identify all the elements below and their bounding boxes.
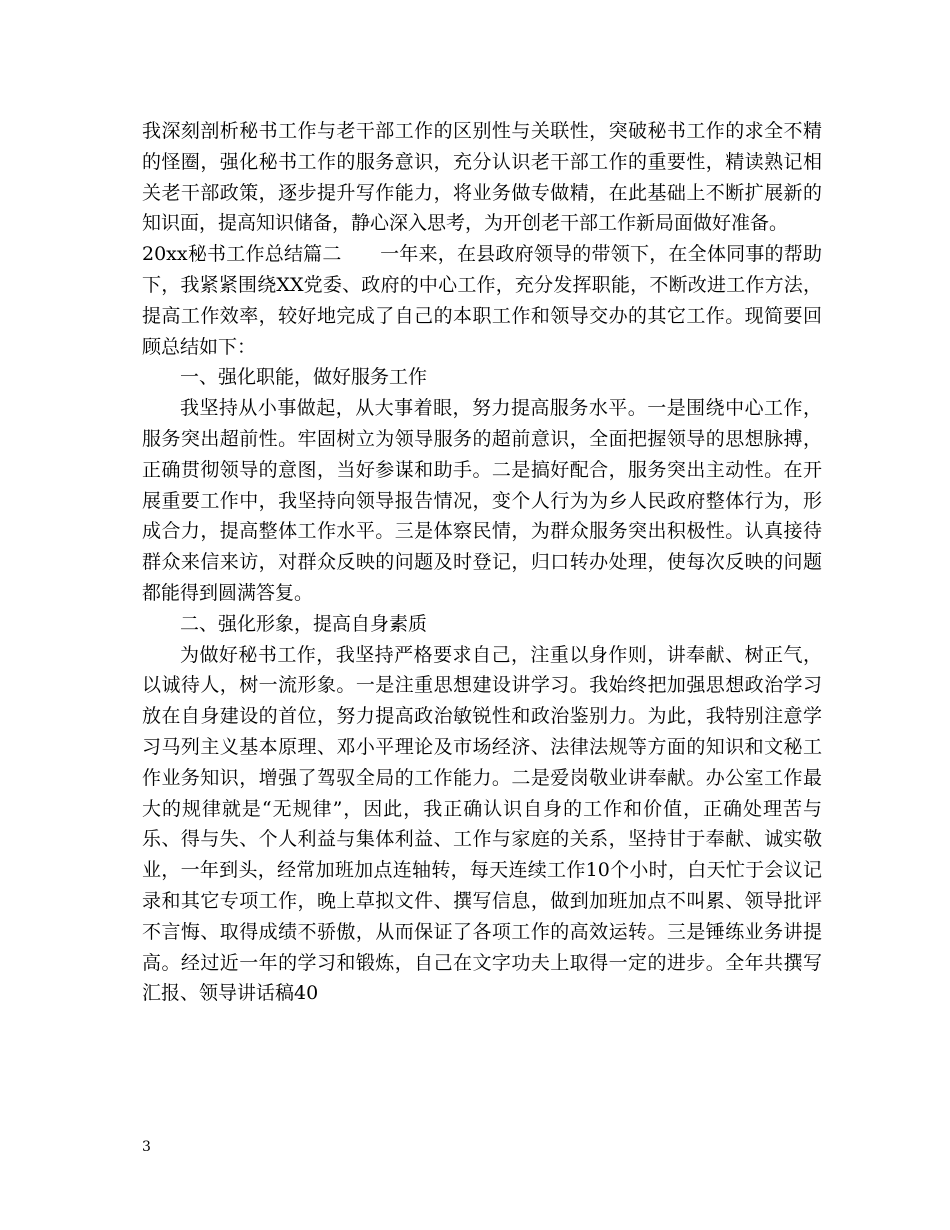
page-number: 3 bbox=[142, 1139, 151, 1155]
section-heading-one: 一、强化职能，做好服务工作 bbox=[180, 366, 428, 389]
paragraph-intro: 我深刻剖析秘书工作与老干部工作的区别性与关联性，突破秘书工作的求全不精的怪圈，强化秘书工作的服务意识，充分认识老干部工作的重要性，精读熟记相关老干部政策，逐步提升写作能力，将业务做专做精，在此基础上不断扩展新的知识面，提高知识储备，静心深入思考，为开创老干部工作新局面做好准备。 bbox=[142, 120, 822, 235]
section-heading-two: 二、强化形象，提高自身素质 bbox=[180, 612, 428, 635]
paragraph-service: 我坚持从小事做起，从大事着眼，努力提高服务水平。一是围绕中心工作，服务突出超前性。牢固树立为领导服务的超前意识，全面把握领导的思想脉搏，正确贯彻领导的意图，当好参谋和助手。二是搞好配合，服务突出主动性。在开展重要工作中，我坚持向领导报告情况，变个人行为为乡人民政府整体行为，形成合力，提高整体工作水平。三是体察民情，为群众服务突出积极性。认真接待群众来信来访，对群众反映的问题及时登记，归口转办处理，使每次反映的问题都能得到圆满答复。 bbox=[142, 397, 822, 604]
document-body bbox=[142, 116, 822, 1009]
paragraph-self-quality: 为做好秘书工作，我坚持严格要求自己，注重以身作则，讲奉献、树正气，以诚待人，树一流形象。一是注重思想建设讲学习。我始终把加强思想政治学习放在自身建设的首位，努力提高政治敏锐性和政治鉴别力。为此，我特别注意学习马列主义基本原理、邓小平理论及市场经济、法律法规等方面的知识和文秘工作业务知识，增强了驾驭全局的工作能力。二是爱岗敬业讲奉献。办公室工作最大的规律就是“无规律”，因此，我正确认识自身的工作和价值，正确处理苦与乐、得与失、个人利益与集体利益、工作与家庭的关系，坚持甘于奉献、诚实敬业，一年到头，经常加班加点连轴转，每天连续工作10个小时，白天忙于会议记录和其它专项工作，晚上草拟文件、撰写信息，做到加班加点不叫累、领导批评不言悔、取得成绩不骄傲，从而保证了各项工作的高效运转。三是锤练业务讲提高。经过近一年的学习和锻炼，自己在文字功夫上取得一定的进步。全年共撰写汇报、领导讲话稿40 bbox=[142, 643, 822, 1005]
paragraph-summary-two: 20xx秘书工作总结篇二 一年来，在县政府领导的带领下，在全体同事的帮助下，我紧紧围绕XX党委、政府的中心工作，充分发挥职能，不断改进工作方法，提高工作效率，较好地完成了自己的本职工作和领导交办的其它工作。现简要回顾总结如下： bbox=[142, 243, 822, 358]
